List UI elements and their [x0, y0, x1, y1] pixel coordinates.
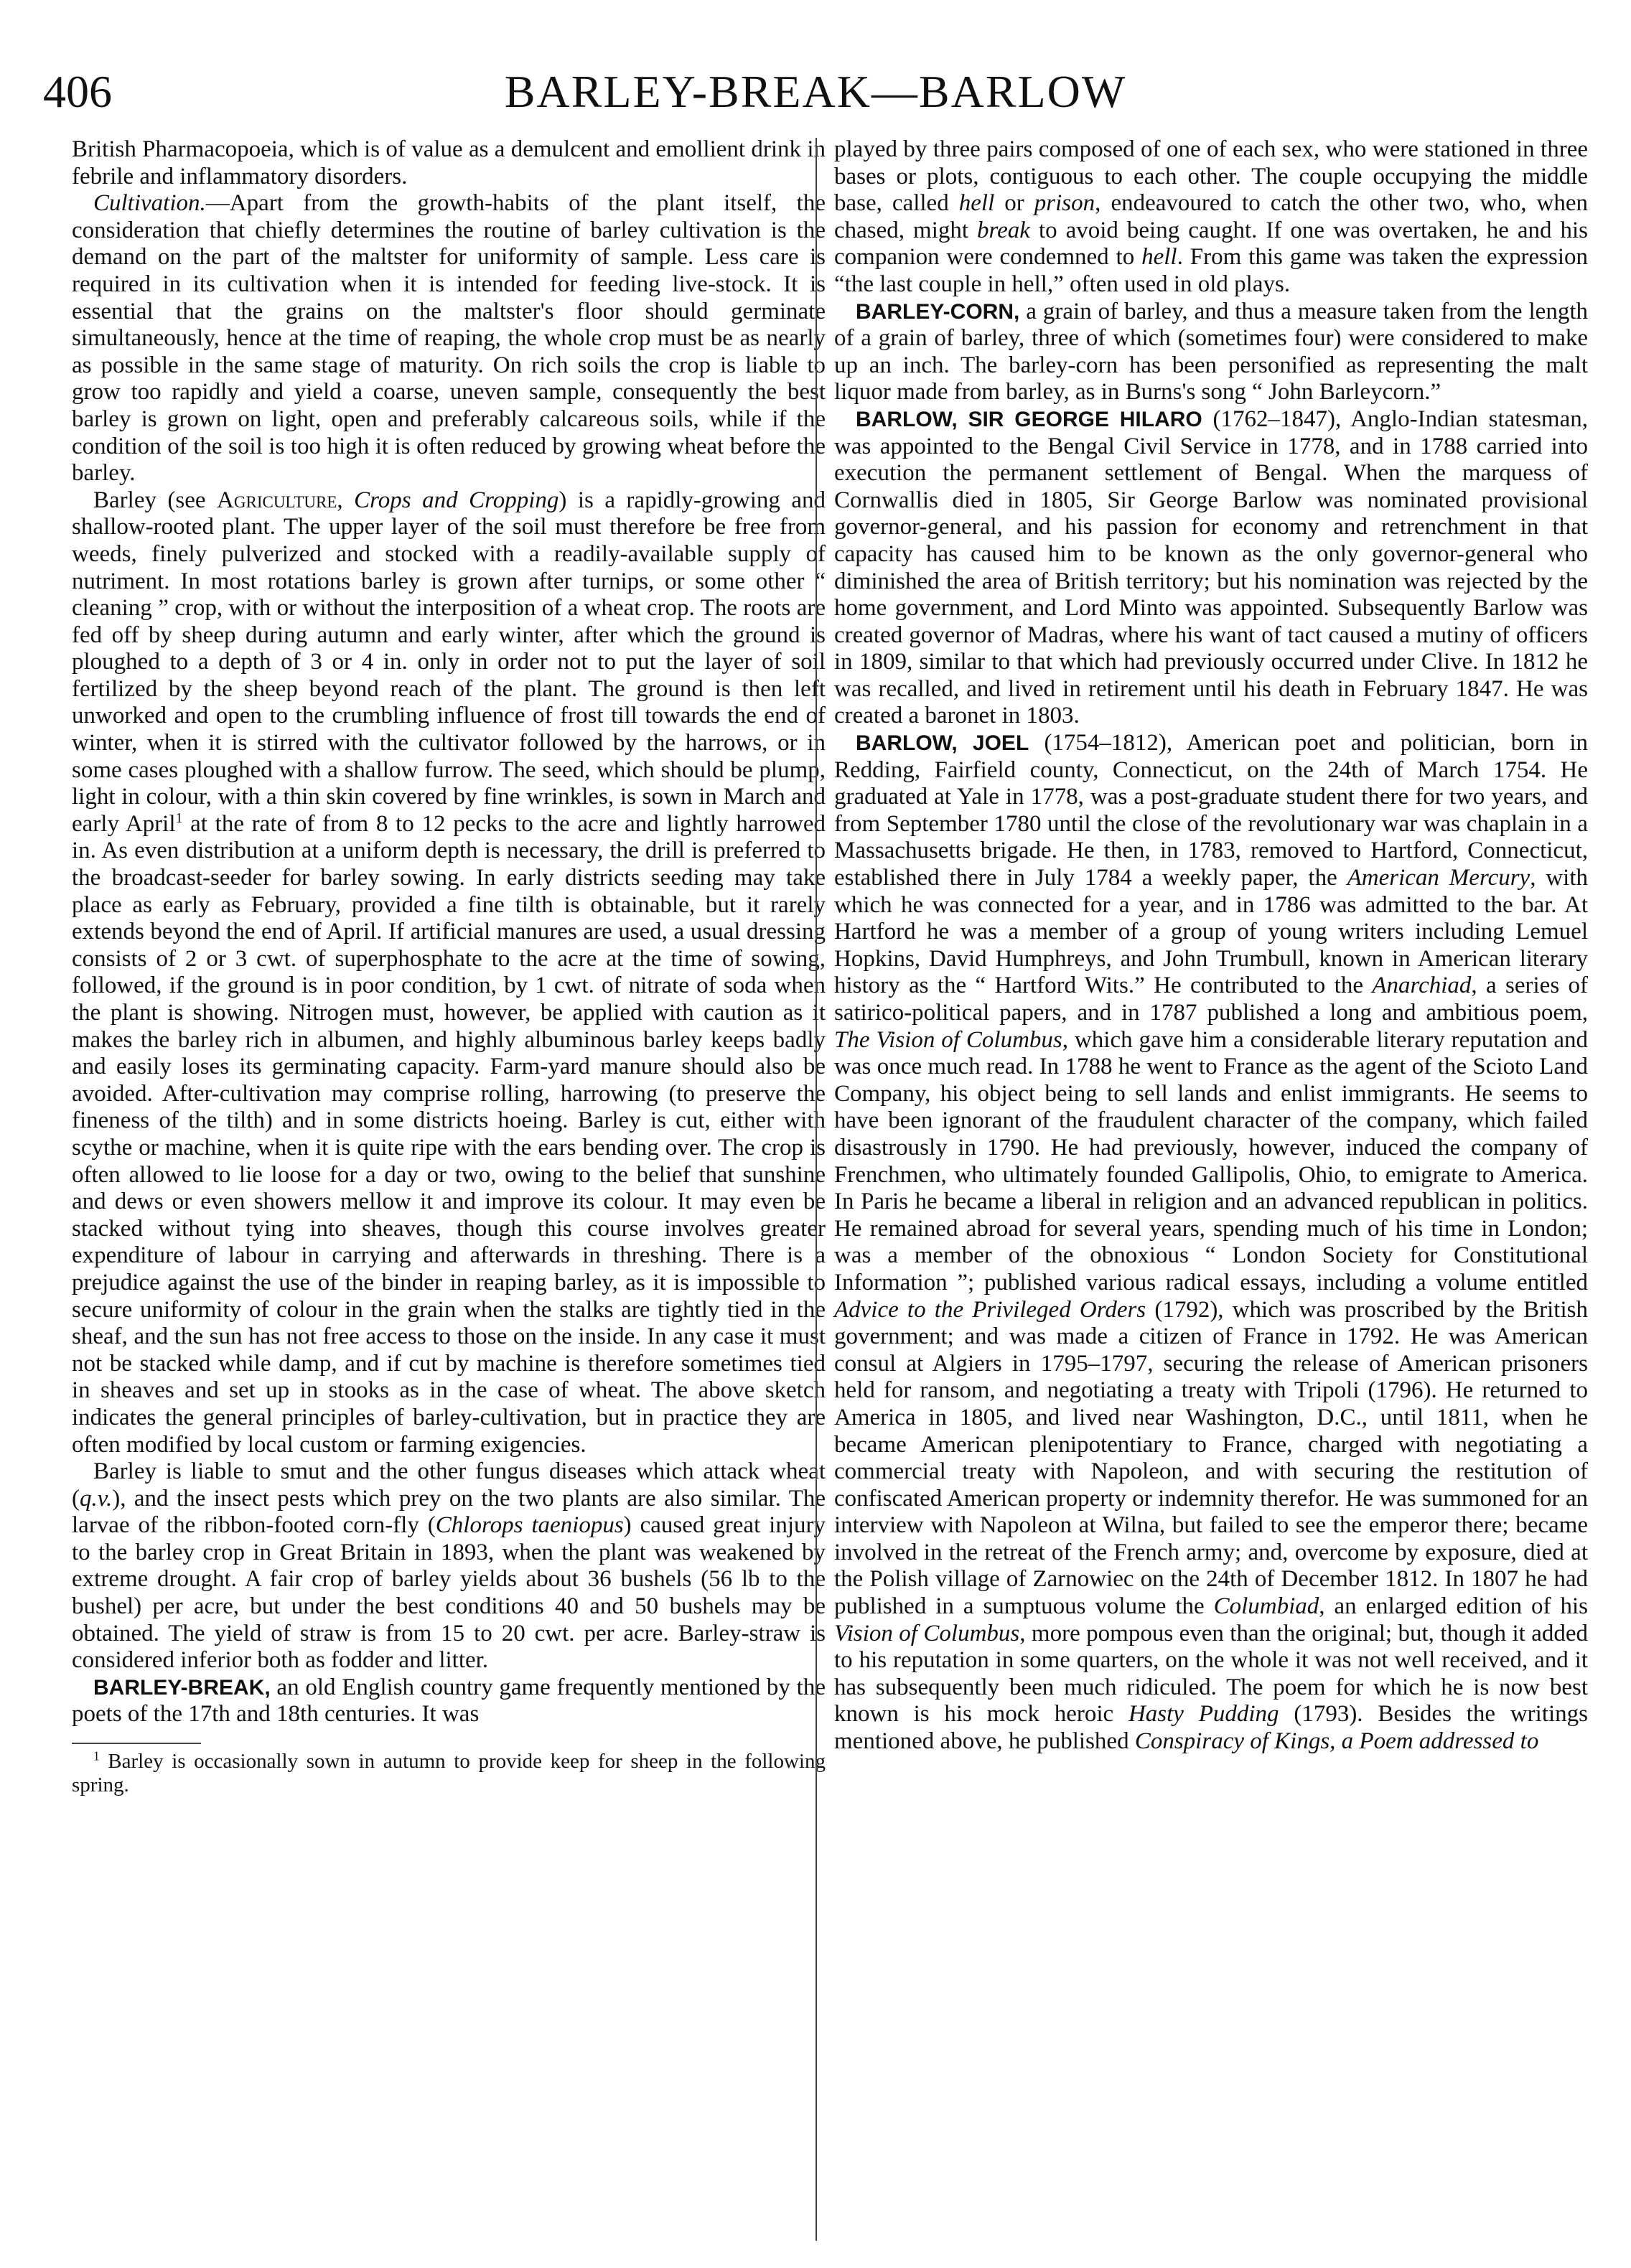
text-run: ) caused great injury to the barley crop in Great Britain in 1893, when the plant was weakened by extreme drought. A fair crop of barley yields about 36 bushels (56 lb to the bushel) per acre, but under the best conditions 40 and 50 bushels may be obtained. The yield of straw is from 15 to 20 cwt. per acre. Barley-straw is considered inferior both as fodder and litter. — [72, 1512, 826, 1674]
emphasis: hell — [1141, 244, 1177, 271]
emphasis: hell — [958, 190, 995, 217]
cross-reference[interactable]: Agriculture — [217, 487, 337, 513]
entry-headword: BARLEY-CORN, — [856, 299, 1020, 324]
cross-reference[interactable]: Crops and Cropping — [354, 487, 559, 513]
work-title: Vision of Columbus — [834, 1620, 1020, 1646]
paragraph-text: —Apart from the growth-habits of the plant itself, the consideration that chiefly determines the routine of barley cultivation is the demand on the part of the maltster for uniformity of sample. Less care is required in its cultivation when it is intended for feeding live-stock. It is essential that the grains on the maltster's floor should germinate simultaneously, hence at the time of reaping, the whole crop must be as nearly as possible in the same stage of maturity. On rich soils the crop is liable to grow too rapidly and yield a coarse, uneven sample, consequently the best barley is grown on light, open and preferably calcareous soils, while if the condition of the soil is too high it is often reduced by growing wheat before the barley. — [72, 190, 826, 487]
entry-text: (1762–1847), Anglo-Indian statesman, was appointed to the Bengal Civil Service in 1778, and in 1788 carried into execution the permanent settlement of Bengal. When the marquess of Cornwallis died in 1805, Sir George Barlow was nominated provisional governor-general, and his passion for economy and retrenchment in that capacity has caused him to be known as the only governor-general who diminished the area of British territory; but his nomination was rejected by the home government, and Lord Minto was appointed. Subsequently Barlow was created governor of Madras, where his want of tact caused a mutiny of officers in 1809, similar to that which had previously occurred under Clive. In 1812 he was recalled, and lived in retirement until his death in February 1847. He was created a baronet in 1803. — [834, 406, 1588, 729]
text-run: , more pompous even than the original; but, though it added to his reputation in some quarters, on the whole it was not well received, and it has subsequently been much ridiculed. The poem for which he is now best known is his mock heroic — [834, 1620, 1588, 1728]
left-column — [72, 136, 826, 1797]
entry-headword: BARLOW, JOEL — [856, 731, 1029, 756]
work-title: Columbiad — [1213, 1593, 1319, 1620]
barley-corn-entry — [834, 299, 1588, 406]
pharmacopoeia-continuation — [72, 136, 826, 190]
work-title: Hasty Pudding — [1128, 1701, 1279, 1728]
text-run: ) is a rapidly-growing and shallow-rooted plant. The upper layer of the soil must therefore be free from weeds, finely pulverized and stocked with a readily-available supply of nutriment. In most rotations barley is grown after turnips, or some other “ cleaning ” crop, with or without the interposition of a wheat crop. The roots are fed off by sheep during autumn and early winter, after which the ground is ploughed to a depth of 3 or 4 in. only in order not to put the layer of soil fertilized by the sheep beyond reach of the plant. The ground is then left unworked and open to the crumbling influence of frost till towards the end of winter, when it is stirred with the cultivator followed by the harrows, or in some cases ploughed with a shallow furrow. The seed, which should be plump, light in colour, with a thin skin covered by fine wrinkles, is sown in March and early April — [72, 487, 826, 837]
barlow-george-entry — [834, 406, 1588, 730]
cross-reference[interactable]: q.v. — [80, 1485, 113, 1512]
diseases-paragraph — [72, 1458, 826, 1674]
entry-text: an old English country game frequently mentioned by the poets of the 17th and 18th centuries. It was — [72, 1674, 826, 1728]
work-title: Anarchiad — [1372, 973, 1472, 999]
text-run: or — [994, 190, 1034, 217]
text-run: , with which he was connected for a year, and in 1786 was admitted to the bar. At Hartford he was a member of a group of young writers including Lemuel Hopkins, David Humphreys, and John Trumbull, known in American literary history as the “ Hartford Wits.” He contributed to the — [834, 865, 1588, 999]
footnote-text: Barley is occasionally sown in autumn to provide keep for sheep in the following spring. — [72, 1750, 826, 1797]
rotation-paragraph — [72, 487, 826, 1458]
text-run: , endeavoured to catch the other two, who, when chased, might — [834, 190, 1588, 243]
text-run: , a series of satirico-political papers, and in 1787 published a long and ambitious poem, — [834, 973, 1589, 1026]
work-title: Conspiracy of Kings, a Poem addressed to — [1134, 1728, 1539, 1755]
footnote — [72, 1750, 826, 1797]
section-label: Cultivation. — [93, 190, 206, 217]
cultivation-paragraph — [72, 190, 826, 487]
work-title: The Vision of Columbus — [834, 1026, 1062, 1053]
emphasis: break — [977, 217, 1030, 243]
text-run: , which gave him a considerable literary reputation and was once much read. In 1788 he went to France as the agent of the Scioto Land Company, his object being to sell lands and enlist immigrants. He seems to have been ignorant of the fraudulent character of the company, which failed disastrously in 1790. He had previously, however, induced the company of Frenchmen, who ultimately founded Gallipolis, Ohio, to emigrate to America. In Paris he became a liberal in religion and an advanced republican in politics. He remained abroad for several years, spending much of his time in London; was a member of the obnoxious “ London Society for Constitutional Information ”; published various radical essays, including a volume entitled — [834, 1026, 1588, 1295]
page-header — [0, 63, 1631, 121]
text-run: . From this game was taken the expression “the last couple in hell,” often used in old plays. — [834, 244, 1588, 297]
entry-text: a grain of barley, and thus a measure taken from the length of a grain of barley, three of which (sometimes four) were considered to make up an inch. The barley-corn has been personified as representing the malt liquor made from barley, as in Burns's song “ John Barleycorn.” — [834, 298, 1588, 406]
emphasis: prison — [1034, 190, 1095, 217]
barlow-joel-entry — [834, 730, 1588, 1756]
text-run: (1793). Besides the writings mentioned above, he published — [834, 1701, 1589, 1755]
footnote-marker[interactable]: 1 — [175, 810, 183, 826]
barley-break-continuation — [834, 136, 1588, 299]
text-run: Barley is liable to smut and the other fungus diseases which attack wheat ( — [72, 1458, 826, 1512]
entry-headword: BARLOW, SIR GEORGE HILARO — [856, 407, 1202, 431]
running-head: BARLEY-BREAK—BARLOW — [504, 66, 1127, 117]
text-run: , an enlarged edition of his — [1319, 1593, 1588, 1620]
footnote-number: 1 — [93, 1748, 100, 1763]
text-run: at the rate of from 8 to 12 pecks to the acre and lightly harrowed in. As even distribution at a uniform depth is necessary, the drill is preferred to the broadcast-seeder for barley sowing. In early districts seeding may take place as early as February, provided a fine tilth is obtainable, but it rarely extends beyond the end of April. If artificial manures are used, a usual dressing consists of 2 or 3 cwt. of superphosphate to the acre at the time of sowing, followed, if the ground is in poor condition, by 1 cwt. of nitrate of soda when the plant is showing. Nitrogen must, however, be applied with caution as it makes the barley rich in albumen, and highly albuminous barley keeps badly and easily loses its germinating capacity. Farm-yard manure should also be avoided. After-cultivation may comprise rolling, harrowing (to preserve the fineness of the tilth) and in some districts hoeing. Barley is cut, either with scythe or machine, when it is quite ripe with the ears bending over. The crop is often allowed to lie loose for a day or two, owing to the belief that sunshine and dews or even showers mellow it and improve its colour. It may even be stacked without tying into sheaves, though this course involves greater expenditure of labour in carrying and afterwards in threshing. There is a prejudice against the use of the binder in reaping barley, as it is impossible to secure uniformity of colour in the grain when the stalks are tightly tied in the sheaf, and the sun has not free access to those on the inside. In any case it must not be stacked while damp, and if cut by machine is therefore sometimes tied in sheaves and set up in stooks as in the case of wheat. The above sketch indicates the general principles of barley-cultivation, but in practice they are often modified by local custom or farming exigencies. — [72, 810, 826, 1458]
page-number: 406 — [43, 66, 112, 117]
paragraph-text: British Pharmacopoeia, which is of value as a demulcent and emollient drink in febrile and inflammatory disorders. — [72, 136, 826, 189]
entry-headword: BARLEY-BREAK, — [93, 1675, 271, 1700]
right-column — [834, 136, 1588, 1756]
text-run: ), and the insect pests which prey on the two plants are also similar. The larvae of the ribbon-footed corn-fly ( — [72, 1485, 826, 1539]
text-run: to avoid being caught. If one was overtaken, he and his companion were condemned to — [834, 217, 1588, 271]
text-run: Barley (see — [93, 487, 218, 513]
work-title: American Mercury — [1347, 865, 1530, 891]
text-run: played by three pairs composed of one of each sex, who were stationed in three bases or plots, contiguous to each other. The couple occupying the middle base, called — [834, 136, 1588, 217]
latin-name: Chlorops taeniopus — [435, 1512, 624, 1539]
work-title: Advice to the Privileged Orders — [834, 1296, 1146, 1323]
text-run: (1754–1812), American poet and politician, born in Redding, Fairfield county, Connecticut, on the 24th of March 1754. He graduated at Yale in 1778, was a post-graduate student there for two years, and from September 1780 until the close of the revolutionary war was chaplain in a Massachusetts brigade. He then, in 1783, removed to Hartford, Connecticut, established there in July 1784 a weekly paper, the — [834, 730, 1588, 891]
barley-break-entry — [72, 1674, 826, 1728]
text-run: (1792), which was proscribed by the British government; and was made a citizen of France in 1792. He was American consul at Algiers in 1795–1797, securing the release of American prisoners held for ransom, and negotiating a treaty with Tripoli (1796). He returned to America in 1805, and lived near Washington, D.C., until 1811, when he became American plenipotentiary to France, charged with negotiating a commercial treaty with Napoleon, and with securing the restitution of confiscated American property or indemnity therefor. He was summoned for an interview with Napoleon at Wilna, but failed to see the emperor there; became involved in the retreat of the French army; and, overcome by exposure, died at the Polish village of Zarnowiec on the 24th of December 1812. In 1807 he had published in a sumptuous volume the — [834, 1296, 1588, 1620]
footnote-divider — [72, 1743, 201, 1744]
text-run: , — [337, 487, 355, 513]
column-divider — [816, 138, 817, 2241]
